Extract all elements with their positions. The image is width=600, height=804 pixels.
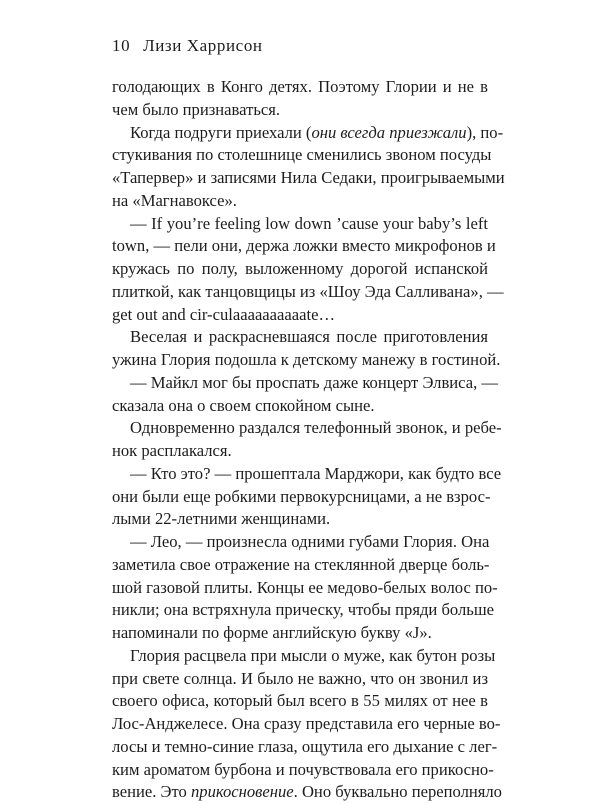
- text-run: Когда подруги приехали (: [130, 122, 312, 142]
- text-line: напоминали по форме английскую букву «J».: [112, 623, 432, 642]
- text-line: при свете солнца. И было не важно, что он звонил из: [112, 668, 488, 688]
- text-run: вение. Это: [112, 782, 191, 802]
- text-line: ужина Глория подошла к детскому манежу в гостиной.: [112, 350, 501, 369]
- paragraph-first-line: Веселая и раскрасневшаяся после приготовления: [130, 327, 488, 347]
- italic-emphasis: прикосновение: [190, 782, 294, 802]
- text-line: стукивания по столешнице сменились звоном посуды: [112, 145, 492, 165]
- text-line: [112, 781, 502, 804]
- text-line: нок расплакался.: [112, 441, 232, 460]
- body-text: [112, 76, 505, 804]
- running-head-author: Лизи Харрисон: [143, 36, 263, 55]
- text-line: на «Магнавоксе».: [112, 190, 237, 210]
- text-line: своего офиса, который был всего в 55 милях от нее в: [112, 691, 488, 711]
- paragraph-first-line: — Лео, — произнесла одними губами Глория. Она: [130, 532, 490, 551]
- paragraph-first-line: Глория расцвела при мысли о муже, как бутон розы: [130, 645, 496, 665]
- text-line: get out and cir-culaaaaaaaaaate…: [112, 304, 336, 324]
- text-line: голодающих в Конго детях. Поэтому Глории и не в: [112, 77, 488, 96]
- text-line: лосы и темно-синие глаза, ощутила его дыхание с лег-: [112, 736, 498, 756]
- running-head: [112, 36, 263, 56]
- text-line: сказала она о своем спокойном сыне.: [112, 395, 375, 415]
- text-line: лыми 22-летними женщинами.: [112, 509, 331, 529]
- text-line: ким ароматом бурбона и почувствовала его прикосно-: [112, 759, 494, 779]
- paragraph-first-line: Одновременно раздался телефонный звонок, и ребе-: [130, 418, 502, 438]
- text-line: они были еще робкими первокурсницами, а не взрос-: [112, 486, 491, 506]
- paragraph-first-line: — Кто это? — прошептала Марджори, как будто все: [130, 463, 502, 483]
- text-run: ), по-: [466, 122, 504, 142]
- text-line: плиткой, как танцовщицы из «Шоу Эда Салливана», —: [112, 281, 504, 301]
- text-line: никли; она встряхнула прическу, чтобы пряди больше: [112, 600, 494, 620]
- page-number: 10: [112, 36, 131, 55]
- text-line: заметила свое отражение на стеклянной дверце боль-: [112, 554, 490, 574]
- text-line: чем было признаваться.: [112, 99, 281, 119]
- text-line: шой газовой плиты. Концы ее медово-белых волос по-: [112, 577, 498, 597]
- paragraph-first-line: [112, 122, 504, 145]
- text-run: . Оно буквально переполняло: [293, 782, 502, 802]
- text-line: «Тапервер» и записями Нила Седаки, проигрываемыми: [112, 168, 505, 187]
- paragraph-first-line: — Майкл мог бы проспать даже концерт Элвиса, —: [130, 372, 499, 392]
- italic-emphasis: они всегда приезжали: [311, 122, 467, 142]
- text-line: town, — пели они, держа ложки вместо микрофонов и: [112, 236, 496, 256]
- text-line: Лос-Анджелесе. Она сразу представила его черные во-: [112, 714, 501, 733]
- text-line: кружась по полу, выложенному дорогой испанской: [112, 259, 488, 278]
- paragraph-first-line: — If you’re feeling low down ’cause your baby’s left: [130, 213, 488, 233]
